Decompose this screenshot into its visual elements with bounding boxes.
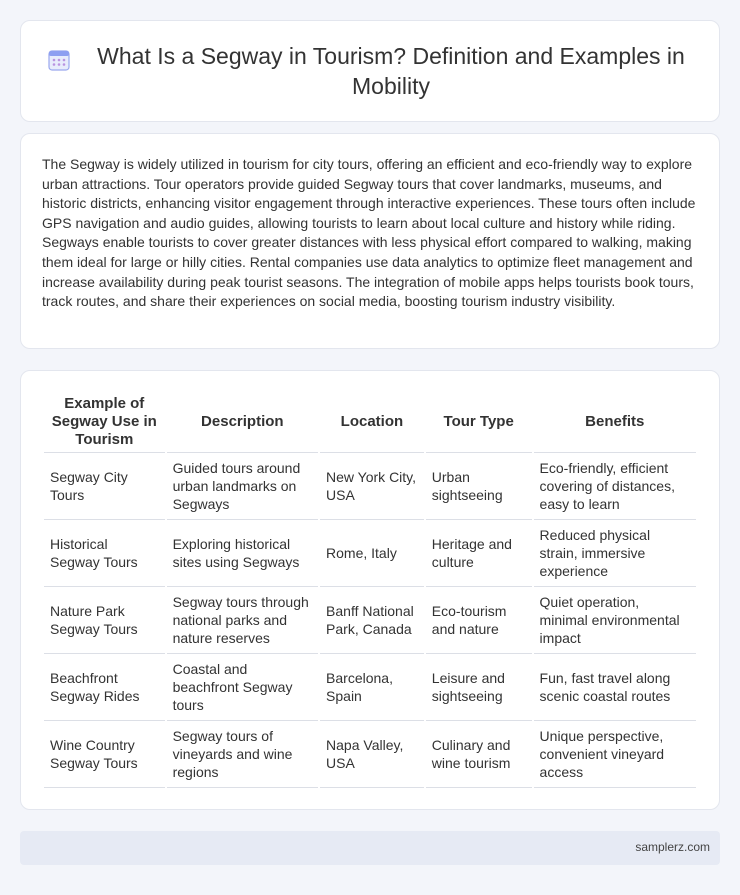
cell-location: New York City, USA <box>320 453 424 520</box>
examples-table <box>42 391 698 788</box>
column-header-location: Location <box>320 391 424 453</box>
cell-description: Segway tours of vineyards and wine regions <box>167 721 318 788</box>
cell-tour-type: Urban sightseeing <box>426 453 532 520</box>
column-header-description: Description <box>167 391 318 453</box>
cell-tour-type: Culinary and wine tourism <box>426 721 532 788</box>
cell-location: Rome, Italy <box>320 520 424 587</box>
column-header-tour-type: Tour Type <box>426 391 532 453</box>
cell-example: Segway City Tours <box>44 453 165 520</box>
column-header-benefits: Benefits <box>534 391 696 453</box>
footer-bar <box>20 831 720 865</box>
cell-description: Segway tours through national parks and nature reserves <box>167 587 318 654</box>
cell-tour-type: Heritage and culture <box>426 520 532 587</box>
table-row <box>44 587 696 654</box>
table-row <box>44 721 696 788</box>
intro-paragraph: The Segway is widely utilized in tourism for city tours, offering an efficient and eco-friendly way to explore urban attractions. Tour operators provide guided Segway tours that cover landmarks, museums, and historic districts, enhancing visitor engagement through interactive experiences. These tours often include GPS navigation and audio guides, allowing tourists to learn about local culture and history while riding. Segways enable tourists to cover greater distances with less physical effort compared to walking, making them ideal for large or hilly cities. Rental companies use data analytics to optimize fleet management and increase availability during peak tourist seasons. The integration of mobile apps helps tourists book tours, track routes, and share their experiences on social media, boosting tourism industry visibility. <box>42 156 696 310</box>
table-row <box>44 654 696 721</box>
table-header-row <box>44 391 696 453</box>
column-header-example: Example of Segway Use in Tourism <box>44 391 165 453</box>
cell-benefits: Quiet operation, minimal environmental impact <box>534 587 696 654</box>
table-row <box>44 520 696 587</box>
cell-example: Wine Country Segway Tours <box>44 721 165 788</box>
cell-benefits: Reduced physical strain, immersive experience <box>534 520 696 587</box>
cell-tour-type: Eco-tourism and nature <box>426 587 532 654</box>
cell-description: Exploring historical sites using Segways <box>167 520 318 587</box>
table-row <box>44 453 696 520</box>
page-title: What Is a Segway in Tourism? Definition and Examples in Mobility <box>97 43 685 99</box>
cell-example: Beachfront Segway Rides <box>44 654 165 721</box>
cell-location: Barcelona, Spain <box>320 654 424 721</box>
intro-card <box>20 133 720 349</box>
cell-location: Napa Valley, USA <box>320 721 424 788</box>
cell-description: Coastal and beachfront Segway tours <box>167 654 318 721</box>
cell-tour-type: Leisure and sightseeing <box>426 654 532 721</box>
cell-benefits: Eco-friendly, efficient covering of distances, easy to learn <box>534 453 696 520</box>
title-card <box>20 20 720 122</box>
footer-site-link[interactable]: samplerz.com <box>635 840 710 854</box>
cell-benefits: Fun, fast travel along scenic coastal routes <box>534 654 696 721</box>
cell-location: Banff National Park, Canada <box>320 587 424 654</box>
cell-example: Nature Park Segway Tours <box>44 587 165 654</box>
cell-benefits: Unique perspective, convenient vineyard access <box>534 721 696 788</box>
cell-description: Guided tours around urban landmarks on Segways <box>167 453 318 520</box>
cell-example: Historical Segway Tours <box>44 520 165 587</box>
table-card <box>20 370 720 810</box>
